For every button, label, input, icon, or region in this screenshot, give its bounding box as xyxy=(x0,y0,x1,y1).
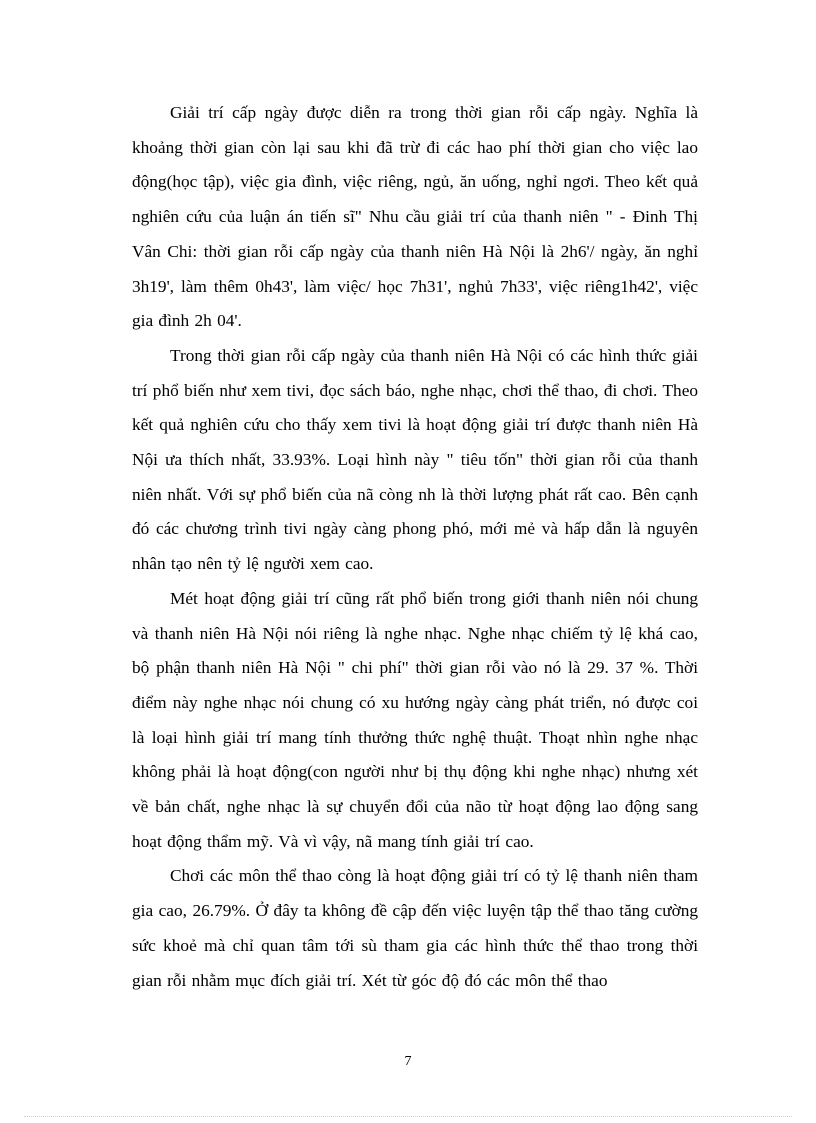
page-number: 7 xyxy=(404,1054,412,1069)
paragraph-television: Trong thời gian rỗi cấp ngày của thanh niên Hà Nội có các hình thức giải trí phổ biến như xem tivi, đọc sách báo, nghe nhạc, chơi thể thao, đi chơi. Theo kết quả nghiên cứu cho thấy xem tivi là hoạt động giải trí được thanh niên Hà Nội ưa thích nhất, 33.93%. Loại hình này " tiêu tốn" thời gian rỗi của thanh niên nhất. Với sự phổ biến của nã còng nh là thời lượng phát rất cao. Bên cạnh đó các chương trình tivi ngày càng phong phó, mới mẻ và hấp dẫn là nguyên nhân tạo nên tỷ lệ người xem cao. xyxy=(132,345,698,574)
paragraph-daily-leisure: Giải trí cấp ngày được diễn ra trong thời gian rỗi cấp ngày. Nghĩa là khoảng thời gian còn lại sau khi đã trừ đi các hao phí thời gian cho việc lao động(học tập), việc gia đình, việc riêng, ngủ, ăn uống, nghỉ ngơi. Theo kết quả nghiên cứu của luận án tiến sĩ" Nhu cầu giải trí của thanh niên " - Đinh Thị Vân Chi: thời gian rỗi cấp ngày của thanh niên Hà Nội là 2h6'/ ngày, ăn nghỉ 3h19', làm thêm 0h43', làm việc/ học 7h31', nghủ 7h33', việc riêng1h42', việc gia đình 2h 04'. xyxy=(132,103,698,331)
footer-divider xyxy=(24,1116,792,1117)
paragraph-music: Mét hoạt động giải trí cũng rất phổ biến trong giới thanh niên nói chung và thanh niên Hà Nội nói riêng là nghe nhạc. Nghe nhạc chiếm tỷ lệ khá cao, bộ phận thanh niên Hà Nội " chi phí" thời gian rỗi vào nó là 29. 37 %. Thời điểm này nghe nhạc nói chung có xu hướng ngày càng phát triển, nó được coi là loại hình giải trí mang tính thưởng thức nghệ thuật. Thoạt nhìn nghe nhạc không phải là hoạt động(con người như bị thụ động khi nghe nhạc) nhưng xét về bản chất, nghe nhạc là sự chuyển đổi của não từ hoạt động lao động sang hoạt động thẩm mỹ. Và vì vậy, nã mang tính giải trí cao. xyxy=(132,588,698,851)
paragraph-sports: Chơi các môn thể thao còng là hoạt động giải trí có tỷ lệ thanh niên tham gia cao, 26.79%. Ở đây ta không đề cập đến việc luyện tập thể thao tăng cường sức khoẻ mà chỉ quan tâm tới sù tham gia các hình thức thể thao trong thời gian rỗi nhằm mục đích giải trí. Xét từ góc độ đó các môn thể thao xyxy=(132,866,698,990)
body-text xyxy=(132,96,698,998)
